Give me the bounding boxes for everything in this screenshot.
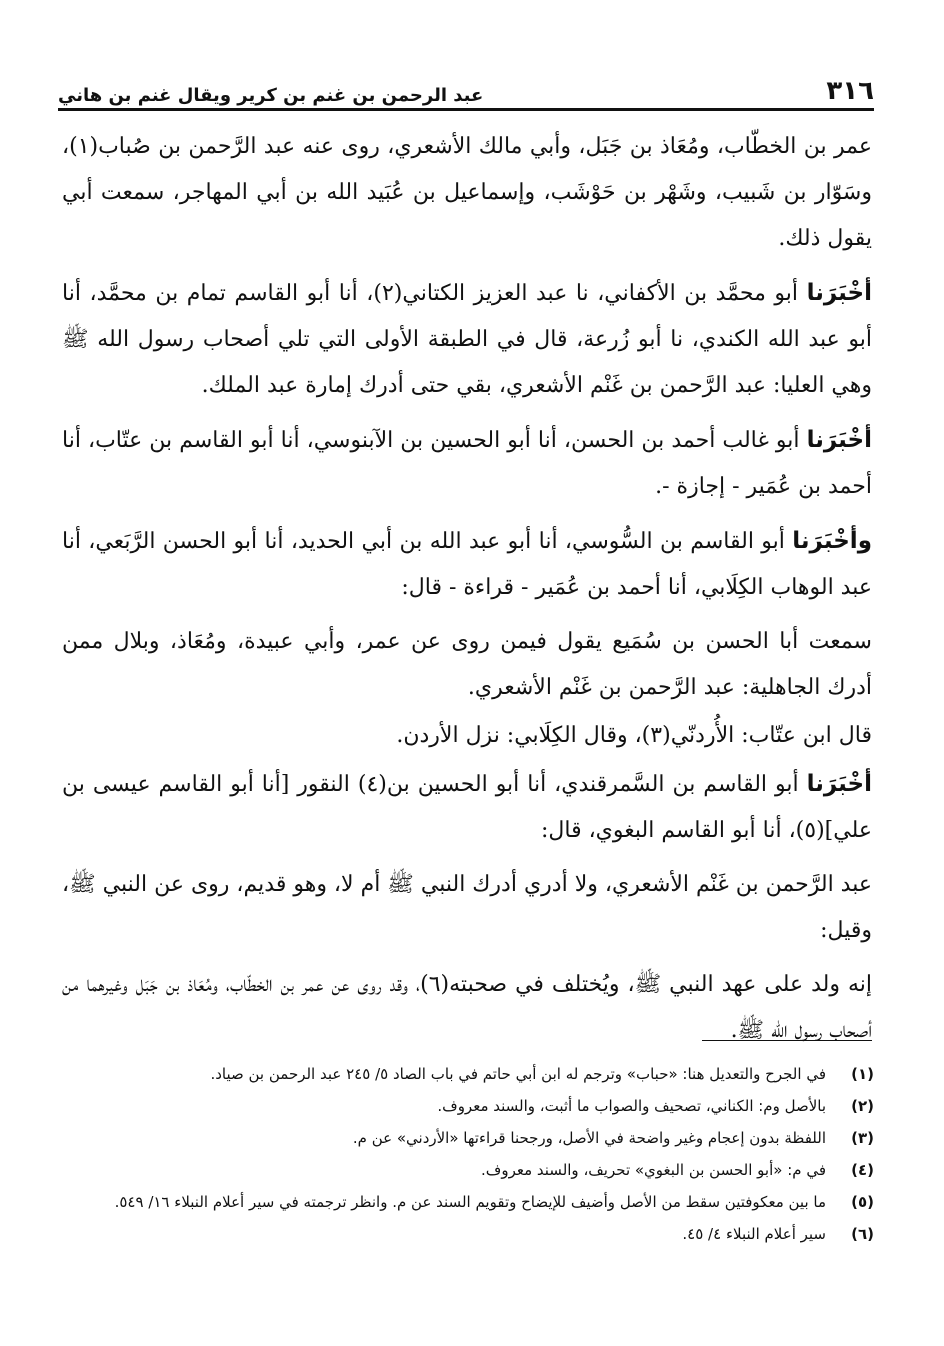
footnote-number: (٢)	[851, 1097, 874, 1115]
paragraph-lead: وأخْبَرَنا	[792, 528, 872, 554]
paragraph-5: سمعت أبا الحسن بن سُمَيع يقول فيمن روى عن عمر، وأبي عبيدة، ومُعَاذ، وبلال ممن أدرك الجاهلية: عبد الرَّحمن بن غَنْم الأشعري.	[62, 629, 872, 700]
footnote	[62, 1156, 874, 1184]
paragraph-lead: أخْبَرَنا	[806, 280, 872, 306]
footnote	[62, 1124, 874, 1152]
paragraph-9: إنه ولد على عهد النبي ﷺ، ويُختلف في صحبته(٦)، وقد روى عن عمر بن الخطّاب، ومُعَاذ بن جَبَل وغيرهما من أصحاب رسول الله ﷺ.	[62, 972, 872, 1043]
footnote-number: (٣)	[851, 1129, 874, 1147]
footnote-number: (٤)	[851, 1161, 874, 1179]
footnote-text: ما بين معكوفتين سقط من الأصل وأضيف للإيضاح وتقويم السند عن م. وانظر ترجمته في سير أعلام النبلاء ١٦/ ٥٤٩.	[114, 1193, 826, 1211]
paragraph-2	[62, 270, 872, 409]
footnote	[62, 1188, 874, 1216]
paragraph-text: أبو القاسم بن السَّمرقندي، أنا أبو الحسين بن(٤) النقور [أنا أبو القاسم عيسى بن علي](٥)، أنا أبو القاسم البغوي، قال:	[62, 772, 872, 843]
footnote	[62, 1060, 874, 1088]
main-text	[62, 124, 872, 1054]
footnote-number: (١)	[851, 1065, 874, 1083]
footnote-number: (٦)	[851, 1225, 874, 1243]
paragraph-4	[62, 518, 872, 611]
footnote-text: اللفظة بدون إعجام وغير واضحة في الأصل، ورجحنا قراءتها «الأردني» عن م.	[352, 1129, 826, 1147]
footnote-text: بالأصل وم: الكناني، تصحيف والصواب ما أثبت، والسند معروف.	[437, 1097, 826, 1115]
paragraph-6: قال ابن عتّاب: الأُردنّي(٣)، وقال الكِلَابي: نزل الأردن.	[396, 723, 872, 748]
footnote-text: في الجرح والتعديل هنا: «حباب» وترجم له ابن أبي حاتم في باب الصاد ٥/ ٢٤٥ عبد الرحمن بن صياد.	[210, 1065, 826, 1083]
running-title: عبد الرحمن بن غنم بن كرير ويقال غنم بن هاني	[58, 85, 484, 106]
paragraph-lead: أخْبَرَنا	[806, 771, 873, 797]
paragraph-text: أبو محمَّد بن الأكفاني، نا عبد العزيز الكتاني(٢)، أنا أبو القاسم تمام بن محمَّد، أنا أبو عبد الله الكندي، نا أبو زُرعة، قال في الطبقة الأولى التي تلي أصحاب رسول الله ﷺ وهي العليا: عبد الرَّحمن بن غَنْم الأشعري، بقي حتى أدرك إمارة عبد الملك.	[62, 281, 872, 398]
footnote-text: سير أعلام النبلاء ٤/ ٤٥.	[682, 1225, 826, 1243]
paragraph-text: أبو القاسم بن السُّوسي، أنا أبو عبد الله بن أبي الحديد، أنا أبو الحسن الرَّبَعي، أنا عبد الوهاب الكِلَابي، أنا أحمد بن عُمَير - قراءة - قال:	[62, 529, 872, 600]
paragraph-lead: أخْبَرَنا	[806, 427, 872, 453]
footnote-rule	[702, 1040, 872, 1041]
footnote-number: (٥)	[851, 1193, 874, 1211]
paragraph-text: أبو غالب أحمد بن الحسن، أنا أبو الحسين بن الآبنوسي، أنا أبو القاسم بن عتّاب، أنا أحمد بن عُمَير - إجازة -.	[62, 428, 872, 499]
page-header	[58, 66, 874, 106]
paragraph-1: عمر بن الخطّاب، ومُعَاذ بن جَبَل، وأبي مالك الأشعري، روى عنه عبد الرَّحمن بن صُباب(١)، وسَوّار بن شَبيب، وشَهْر بن حَوْشَب، وإسماعيل بن عُبَيد الله بن أبي المهاجر، سمعت أبي يقول ذلك.	[62, 134, 872, 251]
paragraph-8: عبد الرَّحمن بن غَنْم الأشعري، ولا أدري أدرك النبي ﷺ أم لا، وهو قديم، روى عن النبي ﷺ، وقيل:	[62, 872, 872, 943]
page-number: ٣١٦	[826, 76, 874, 106]
footnotes	[62, 1060, 874, 1252]
footnote	[62, 1092, 874, 1120]
footnote-text: في م: «أبو الحسن بن البغوي» تحريف، والسند معروف.	[481, 1161, 826, 1179]
footnote	[62, 1220, 874, 1248]
paragraph-7	[62, 761, 872, 854]
paragraph-3	[62, 417, 872, 510]
header-rule	[58, 108, 874, 111]
